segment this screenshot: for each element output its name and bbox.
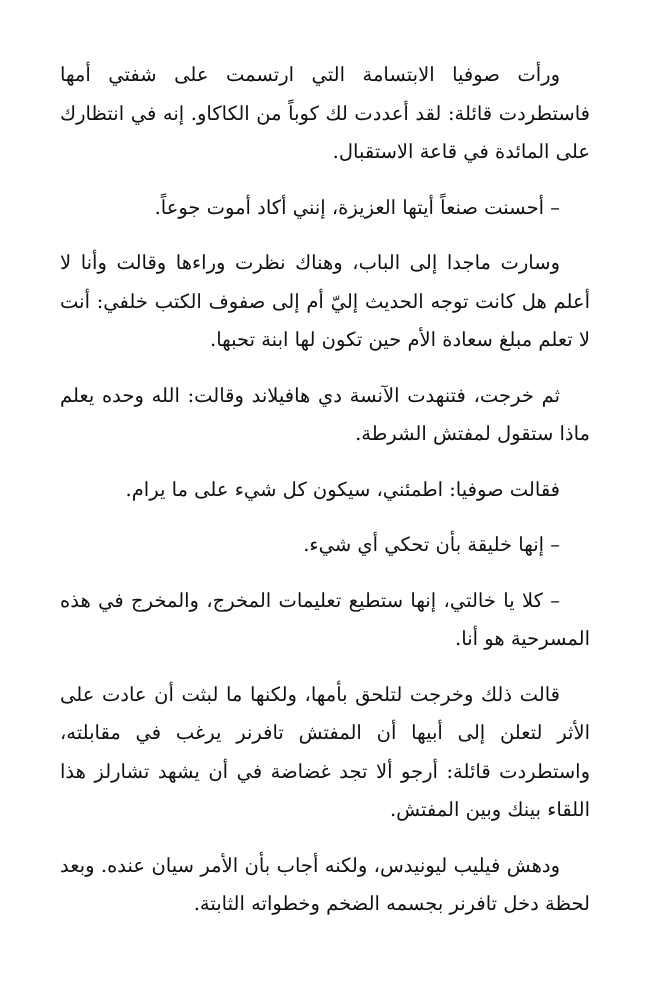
- paragraph: وسارت ماجدا إلى الباب، وهناك نظرت وراءها وقالت وأنا لا أعلم هل كانت توجه الحديث إليّ أم إلى صفوف الكتب خلفي: أنت لا تعلم مبلغ سعادة الأم حين تكون لها ابنة تحبها.: [60, 251, 590, 351]
- paragraph: ورأت صوفيا الابتسامة التي ارتسمت على شفتي أمها فاستطردت قائلة: لقد أعددت لك كوباً من الكاكاو. إنه في انتظارك على المائدة في قاعة الاستقبال.: [60, 63, 590, 163]
- paragraph: – أحسنت صنعاً أيتها العزيزة، إنني أكاد أموت جوعاً.: [154, 195, 560, 219]
- paragraph: ودهش فيليب ليونيدس، ولكنه أجاب بأن الأمر سيان عنده. وبعد لحظة دخل تافرنر بجسمه الضخم وخطواته الثابتة.: [60, 853, 590, 915]
- paragraph: فقالت صوفيا: اطمئني، سيكون كل شيء على ما يرام.: [125, 477, 560, 501]
- paragraph: – كلا يا خالتي، إنها ستطيع تعليمات المخرج، والمخرج في هذه المسرحية هو أنا.: [60, 588, 590, 650]
- paragraph: قالت ذلك وخرجت لتلحق بأمها، ولكنها ما لبثت أن عادت على الأثر لتعلن إلى أبيها أن المفتش تافرنر يرغب في مقابلته، واستطردت قائلة: أرجو ألا تجد غضاضة في أن يشهد تشارلز هذا اللقاء بينك وبين المفتش.: [60, 682, 590, 821]
- book-page: [60, 56, 590, 941]
- paragraph: ثم خرجت، فتنهدت الآنسة دي هافيلاند وقالت: الله وحده يعلم ماذا ستقول لمفتش الشرطة.: [60, 383, 590, 445]
- paragraph: – إنها خليقة بأن تحكي أي شيء.: [303, 533, 560, 556]
